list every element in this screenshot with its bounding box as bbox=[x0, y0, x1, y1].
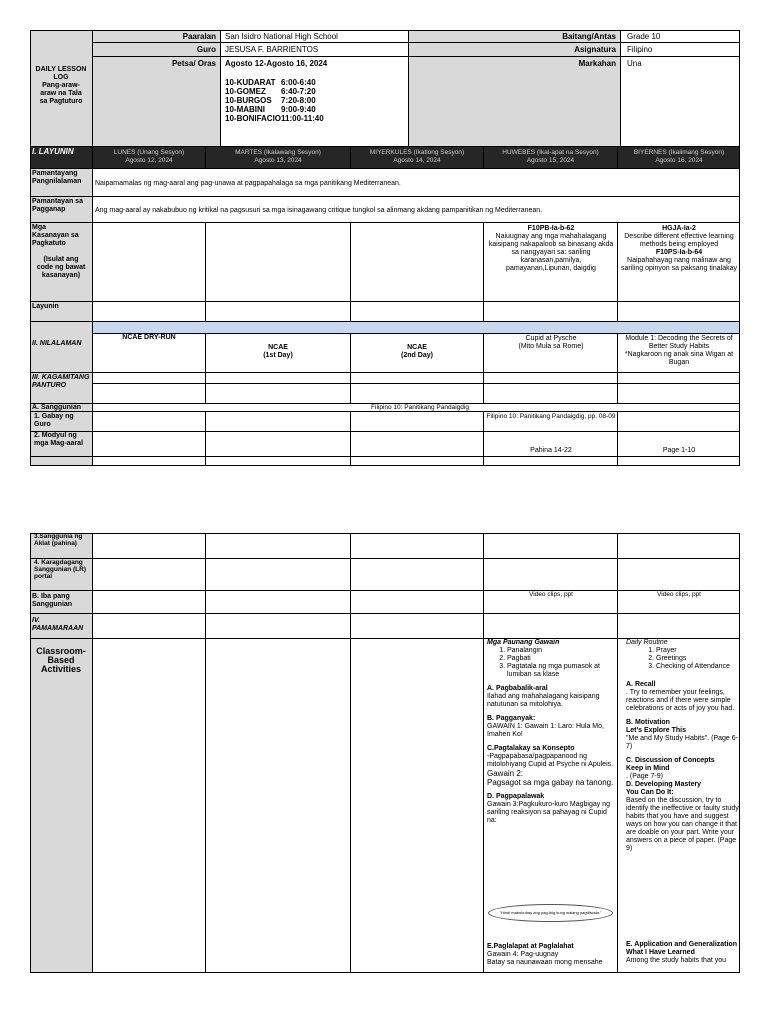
day-header-martes: MARTES (Ikalawang Sesyon) Agosto 13, 2024 bbox=[235, 149, 321, 164]
day-header-huwebes: HUWEBES (Ikal-apat na Sesyon) Agosto 15, 2024 bbox=[502, 149, 599, 164]
iba-day4: Video clips, ppt bbox=[529, 591, 573, 598]
row-label-pangnilalaman: Pamantayang Pangnilalaman bbox=[32, 170, 82, 185]
day-header-biyernes: BIYERNES (Ikalimang Sesyon) Agosto 16, 2024 bbox=[633, 149, 725, 164]
schedule-item: 10-KUDARAT 6:00-6:40 bbox=[225, 78, 316, 87]
day5-activities: Daily Routine 1. Prayer 2. Greetings 3. Checking of Attendance A. Recall . Try to remember your feelings, reactions and if there were simple celebrations or acts of joy you had. B. Motivation Let's Explore This "Me and My Study Habits". (Page 6-7) C. Discussion of Concepts Keep in Mind . (Page 7-9) D. Developing Mastery You Can Do It: Based on the discussion, try to identify the ineffective or faulty study habits that you have and suggest ways on how you can change it that are doable on your part. Write your answers on a piece of paper. (Page 9) bbox=[626, 639, 739, 853]
gabay-day4: Filipino 10: Panitikang Pandaigdig, pp. 08-09 bbox=[486, 413, 616, 420]
schedule-item: 10-GOMEZ 6:40-7:20 bbox=[225, 87, 316, 96]
row-label-modyul: 2. Modyul ng mga Mag-aaral bbox=[34, 432, 84, 447]
log-title: DAILY LESSON LOG Pang-araw- araw na Tala sa Pagtuturo bbox=[35, 66, 87, 105]
layunin-section-label: I. LAYUNIN bbox=[32, 147, 74, 156]
nilalaman-day1: NCAE DRY-RUN bbox=[122, 334, 176, 341]
row-label-pamamaraan: IV. PAMAMARAAN bbox=[32, 617, 84, 632]
schedule-item: 10-BONIFACIO11:00-11:40 bbox=[225, 114, 324, 123]
row-label-kagamitang: III. KAGAMITANG PANTURO bbox=[32, 374, 90, 389]
day-header-lunes: LUNES (Unang Sesyon) Agosto 12, 2024 bbox=[113, 149, 185, 164]
row-label-karagdagang: 4. Karagdagang Sanggunian (LR) portal bbox=[34, 559, 86, 580]
baitang-label: Baitang/Antas bbox=[562, 32, 616, 41]
baitang-value: Grade 10 bbox=[627, 32, 661, 41]
guro-value: JESUSA F. BARRIENTOS bbox=[225, 45, 319, 54]
nilalaman-day4: Cupid at Pysche (Mito Mula sa Rome) bbox=[518, 335, 584, 350]
row-label-gabay: 1. Gabay ng Guro bbox=[34, 413, 74, 428]
day4-activities: Mga Paunang Gawain 1. Panalangin 2. Pagbati 3. Pagtatala ng mga pumasok at lumiban sa klase A. Pagbabalik-aral Ilahad ang mahahalagang kaisipang natutunan sa mitolohiya. B. Pagganyak: GAWAIN 1: Gawain 1: Laro: Hula Mo, Imahen Ko! C.Pagtalakay sa Konsepto -Pagpapabasa/pagpapanood ng mitolohiyang Cupid at Psyche ni Apuleis. Gawain 2: Pagsagot sa mga gabay na tanong. D. Pagpapalawak Gawain 3:Pagkukuro-kuro Magbigay ng sariling reaksiyon sa pahayag ni Cupid na: bbox=[487, 639, 615, 825]
schedule-item: 10-MABINI 9:00-9:40 bbox=[225, 105, 316, 114]
paaralan-value: San Isidro National High School bbox=[225, 32, 338, 41]
kasanayan-day4: F10PB-Ia-b-62 Naiuugnay ang mga mahahalagang kaisipang nakapaloob sa binasang akda sa nangyayari sa: sariling karanasan,pamilya, pamayanan,Lipunan, daigdig bbox=[488, 225, 614, 272]
row-label-sanggunian: A. Sanggunian bbox=[32, 404, 81, 411]
pangnilalaman-text: Naipamamalas ng mag-aaral ang pag-unawa at pagpapahalaga sa mga panitikang Mediterranean. bbox=[95, 180, 401, 187]
markahan-label: Markahan bbox=[578, 59, 616, 68]
paaralan-label: Paaralan bbox=[182, 32, 216, 41]
quote-bubble bbox=[488, 904, 613, 922]
petsa-label: Petsa/ Oras bbox=[171, 59, 216, 68]
markahan-value: Una bbox=[627, 59, 642, 68]
asignatura-label: Asignatura bbox=[574, 45, 616, 54]
kasanayan-day5: HGJA-Ia-2 Describe different effective learning methods being employed F10PS-Ia-b-64 Naipahahayag nang malinaw ang sariling opinyon sa paksang tinalakay bbox=[621, 225, 737, 272]
nilalaman-day2: NCAE (1st Day) bbox=[263, 344, 293, 359]
schedule-item: 10-BURGOS 7:20-8:00 bbox=[225, 96, 316, 105]
day4-paglalapat: E.Paglalapat at Paglalahat Gawain 4: Pag-uugnay Batay sa naunawaan mong mensahe bbox=[487, 943, 603, 966]
row-label-iba-pang: B. Iba pang Sanggunian bbox=[32, 593, 73, 608]
row-label-layunin: Layunin bbox=[32, 303, 59, 310]
day5-application: E. Application and Generalization What I Have Learned Among the study habits that you bbox=[626, 941, 737, 964]
nilalaman-day3: NCAE (2nd Day) bbox=[401, 344, 433, 359]
guro-label: Guro bbox=[196, 45, 216, 54]
schedule-list bbox=[225, 78, 405, 123]
asignatura-value: Filipino bbox=[627, 45, 653, 54]
row-label-aklat: 3.Sanggunia ng Aklat (pahina) bbox=[34, 533, 83, 547]
quote-bubble-text: "Hindi mabubuhay ang pag-ibig kung walang pagtitiwala." bbox=[499, 910, 602, 915]
row-label-nilalaman: II. NILALAMAN bbox=[32, 340, 82, 347]
iba-day5: Video clips, ppt bbox=[657, 591, 701, 598]
row-label-kasanayan: Mga Kasanayan sa Pagkatuto (Isulat ang code ng bawat kasanayan) bbox=[32, 224, 86, 279]
petsa-value: Agosto 12-Agosto 16, 2024 bbox=[225, 59, 328, 68]
row-label-pagganap: Pamantayan sa Pagganap bbox=[32, 198, 83, 213]
pagganap-text: Ang mag-aaral ay nakabubuo ng kritikal na pagsusuri sa mga isinagawang critique tungkol sa alinmang akdang pampanitikan ng Mediterranean. bbox=[95, 207, 543, 214]
modyul-day4: Pahina 14-22 bbox=[530, 447, 572, 454]
modyul-day5: Page 1-10 bbox=[662, 447, 696, 454]
row-label-classroom: Classroom-Based Activities bbox=[36, 646, 86, 674]
sanggunian-text: Filipino 10: Panitikang Pandaigdig bbox=[371, 404, 469, 411]
day-header-miyerkules: MIYERKULES (Ikatlong Sesyon) Agosto 14, 2024 bbox=[369, 149, 465, 164]
nilalaman-day5: Module 1: Decoding the Secrets of Better Study Habits *Nagkaroon ng anak sina Wigan at Bugan bbox=[624, 335, 734, 366]
